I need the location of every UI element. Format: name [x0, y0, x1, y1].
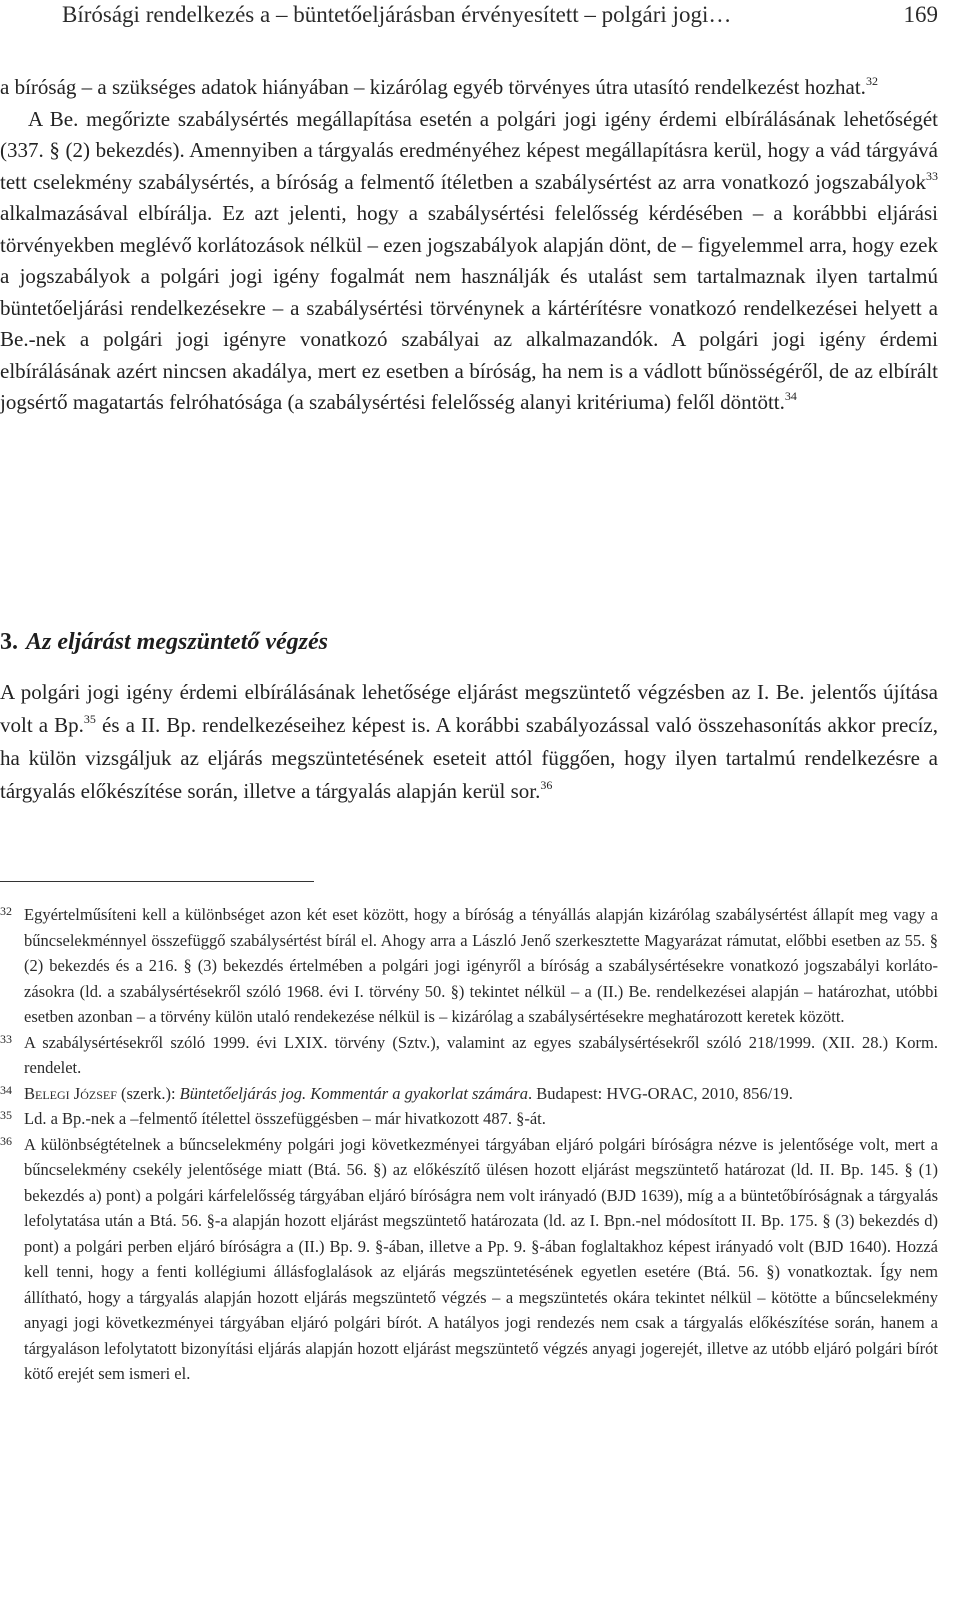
- section-number: 3.: [0, 629, 18, 655]
- paragraph-text: alkalmazásával elbírálja. Ez azt jelenti, hogy a szabálysértési felelősség kérdésében – a korábbbi eljárási törvényekben meglévő korlátozások nélkül – ezen jogszabályok alapján dönt, de – figyelemmel arra, hogy ezek a jogszabályok a polgári jogi igény fogalmát nem használják és utalást sem tartalmaznak ilyen tartalmú büntetőeljárási rendelkezésekre – a szabálysértési törvénynek a kártérítésre vonatkozó rendelkezései helyett a Be.-nek a polgári jogi igényre vonatkozó szabályai az alkalmazandók. A polgári jogi igény érdemi elbírálásának azért nincsen akadálya, mert ez esetben a bíróság, ha nem is a vádlott bűnösségéről, de az elbírált jogsértő magatartás felróhatósága (a szabálysértési felelősség alanyi kritériuma) felől döntött.: [0, 201, 938, 414]
- paragraph-text: A Be. megőrizte szabálysértés megállapítása esetén a polgári jogi igény érdemi elbírálásának lehetőségét (337. § (2) bekezdés). Amennyiben a tárgyalás eredményéhez képest megállapításra kerül, hogy a vád tárgyává tett cselekmény szabálysértés, a bíróság a felmentő ítéletben a szabálysértést az arra vonatkozó jogszabályok: [0, 106, 938, 194]
- paragraph-text: és a II. Bp. rendelkezéseihez képest is. A korábbi szabályozással való összehasonítás akkor precíz, ha külön vizsgáljuk az eljárás megszüntetésének eseteit attól függően, hogy ilyen tartalmú rendelkezésre a tárgyalás előkészítése során, illetve a tárgyalás alapján kerül sor.: [0, 713, 938, 803]
- paragraph: [0, 676, 938, 808]
- footnote-number: 32: [0, 904, 12, 918]
- footnote-text: Ld. a Bp.-nek a –felmentő ítélettel összefüggésben – már hivatkozott 487. §-át.: [24, 1109, 546, 1128]
- page-number: 169: [903, 2, 938, 27]
- footnote-ref[interactable]: 34: [784, 389, 797, 403]
- footnote-ref[interactable]: 36: [540, 778, 553, 792]
- footnotes: [0, 902, 938, 1387]
- footnote-ref[interactable]: 33: [926, 168, 938, 183]
- running-head-title: Bírósági rendelkezés a – büntetőeljárásban érvényesített – polgári jogi…: [62, 2, 732, 27]
- footnote-text: [24, 1081, 938, 1107]
- footnote-author: Belegi József: [24, 1083, 117, 1103]
- footnote-number: 35: [0, 1108, 12, 1122]
- footnote-number: 34: [0, 1082, 12, 1097]
- footnote-book-title: Büntetőeljárás jog. Kommentár a gyakorlat számára: [179, 1083, 528, 1103]
- footnote-fragment: . Budapest: HVG-ORAC, 2010, 856/19.: [527, 1083, 793, 1103]
- section-title: Az eljárást megszüntető végzés: [26, 629, 329, 655]
- body-text: [0, 72, 938, 419]
- footnote-item: [0, 902, 938, 1030]
- footnote-item: [0, 1132, 938, 1387]
- footnote-text: A különbségtételnek a bűncselekmény polgári jogi következményei tárgyában eljáró polgári bíróságra nézve is jelentősége volt, mert a bűncselekmény csekély jelentősége miatt (Btá. 56. §) az előkészítő ülésen hozott eljárást megszüntető határozat (ld. II. Bp. 145. § (1) bekezdés a) pont) a polgári kárfelelősség tárgyában eljáró bíróságra nem volt irányadó (BJD 1639), míg a a büntetőbíróságnak a tárgyalás lefolytatása után a Btá. 56. §-a alapján hozott eljárást megszüntető határozata (ld. az I. Bpn.-nel módosított II. Bp. 175. § (3) bekezdés d) pont) a polgári perben eljáró bíróságra a (II.) Bp. 9. §-ában, illetve a Pp. 9. §-ában foglaltakhoz képest irányadó volt (BJD 1640). Hozzá kell tenni, hogy a fenti kollégiumi állásfoglalások az eljárás megszüntetésének egyetlen esetére (Btá. 56. §) vonatkoztak. Így nem állítható, hogy a tárgyalás alapján hozott eljárás megszüntető végzés – a megszüntetés okára tekintet nélkül – kötötte a bűncselekmény anyagi jogi következményei tárgyában eljáró polgári bírót. A hatályos jogi rendezés nem csak a tárgyalás előkészítése során, hanem a tárgyaláson lefolytatott bizonyítási eljárás alapján hozott eljárást megszüntető végzés anyagi jogerejét, illetve az utóbb eljáró polgári bírót kötő erejét sem ismeri el.: [24, 1134, 938, 1383]
- footnote-divider: [0, 881, 314, 882]
- footnote-number: 36: [0, 1133, 12, 1148]
- paragraph-text: A polgári jogi igény érdemi elbírálásának lehetősége eljárást megszüntető végzésben az I. Be. jelentős újítása volt a Bp.: [0, 680, 938, 737]
- footnote-text: A szabálysértésekről szóló 1999. évi LXIX. törvény (Sztv.), valamint az egyes szabálysértésekről szóló 218/1999. (XII. 28.) Korm. rendelet.: [24, 1032, 938, 1077]
- footnote-item: [0, 1030, 938, 1081]
- paragraph: [0, 72, 938, 104]
- footnote-number: 33: [0, 1031, 12, 1046]
- paragraph: [0, 104, 938, 419]
- footnote-ref[interactable]: 35: [83, 712, 96, 726]
- section-heading: [0, 626, 328, 658]
- section-body: [0, 676, 938, 808]
- footnote-ref[interactable]: 32: [865, 74, 878, 88]
- running-head: [62, 0, 938, 34]
- footnote-item: [0, 1081, 938, 1107]
- paragraph-text: a bíróság – a szükséges adatok hiányában – kizárólag egyéb törvényes útra utasító rendelkezést hozhat.: [0, 75, 866, 99]
- footnote-item: [0, 1106, 938, 1132]
- footnote-text: Egyértelműsíteni kell a különbséget azon két eset között, hogy a bíróság a tényállás alapján kizárólag szabálysértést állapít meg vagy a bűncselekménnyel összefüggő szabálysértést bírál el. Ahogy arra a László Jenő szerkesztette Magyarázat rámutat, előbbi esetben az 55. § (2) bekezdés és a 216. § (3) bekezdés értelmében a polgári jogi igényről a bíróság a szabálysértésekre vonatkozó jogszabályi korlátozásokra (ld. a szabálysértésekről szóló 1968. évi I. törvény 50. §) tekintet nélkül – a (II.) Be. rendelkezései alapján – határozhat, utóbbi esetben azonban – a törvény külön utaló rendekezése nélkül is – kizárólag a szabálysértésekre meghatározott keretek között.: [24, 905, 938, 1026]
- footnote-fragment: (szerk.):: [116, 1083, 180, 1103]
